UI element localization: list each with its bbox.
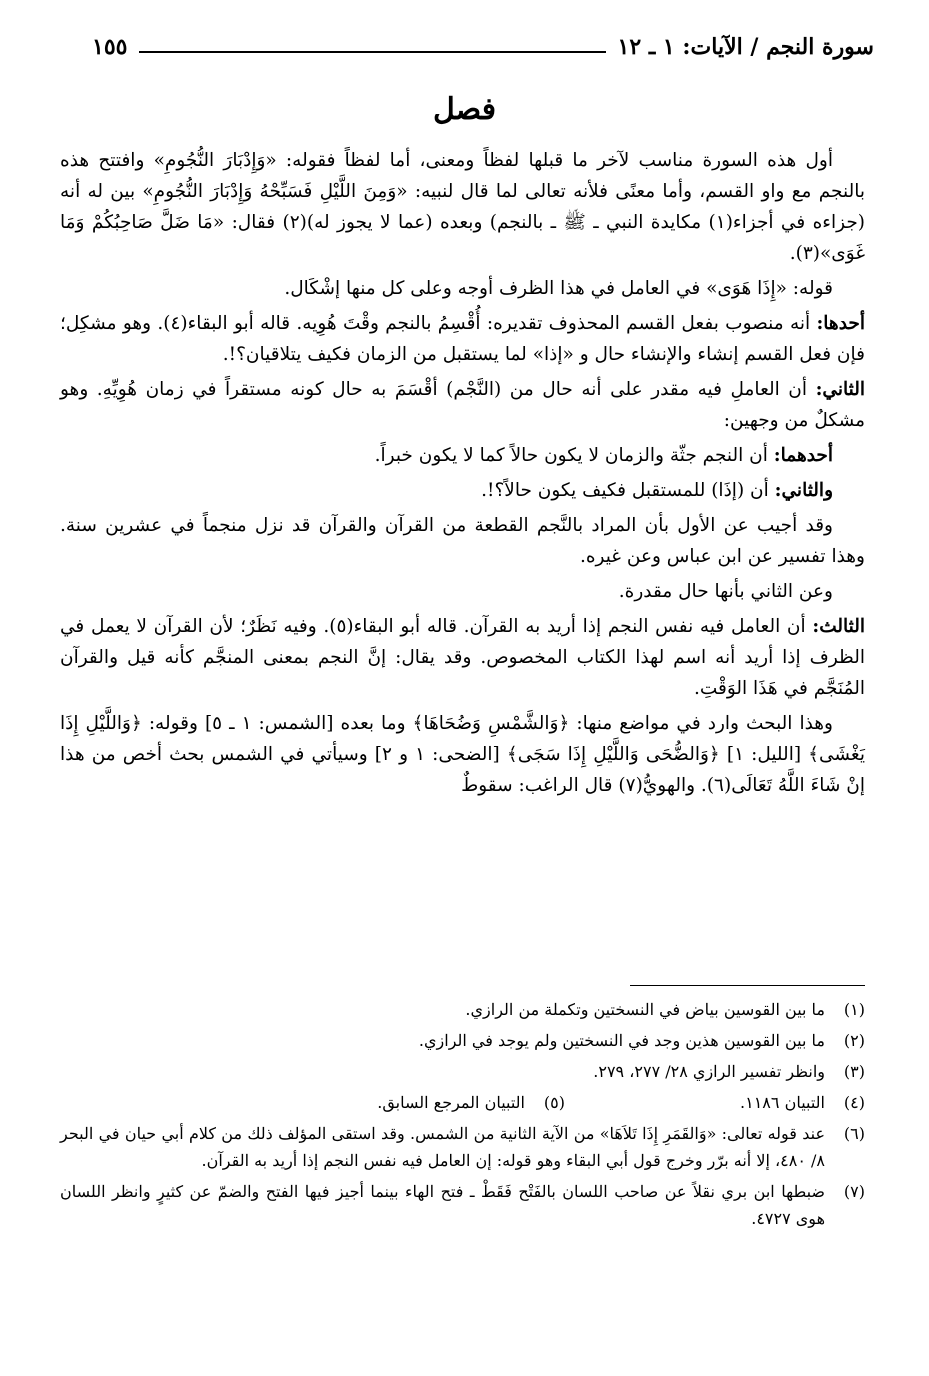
section-heading: فصل (432, 92, 497, 127)
footnote-text: وانظر تفسير الرازي ٢٨/ ٢٧٧، ٢٧٩. (593, 1062, 825, 1081)
paragraph-sub-first (60, 440, 865, 471)
paragraph-sub-second (60, 475, 865, 506)
paragraph-question: قوله: «إِذَا هَوَى» في العامل في هذا الظرف أوجه وعلى كل منها إشْكَال. (284, 278, 833, 299)
lead-sub-first: أحدهما: (773, 445, 833, 466)
footnote-number: (٣) (843, 1062, 865, 1081)
footnote-number: (١) (843, 1000, 865, 1019)
footnote-number: (٤) (843, 1093, 865, 1112)
footnote-number: (٧) (843, 1182, 865, 1201)
lead-first: أحدها: (816, 313, 865, 334)
paragraph-third (60, 611, 865, 704)
footnotes (60, 996, 865, 1236)
surah-title: سورة النجم / الآيات: ١ ـ ١٢ (617, 34, 874, 60)
footnote-text: ما بين القوسين هذين وجد في النسختين ولم يوجد في الرازي. (418, 1031, 825, 1050)
footnote-number: (٢) (843, 1031, 865, 1050)
main-text (60, 145, 865, 805)
footnote-1 (60, 996, 865, 1023)
paragraph-sub-second-text: أن (إذَا) للمستقبل فكيف يكون حالاً؟!. (481, 480, 769, 501)
footnote-7 (60, 1178, 865, 1232)
paragraph-answer-first: وقد أجيب عن الأول بأن المراد بالنَّجم القطعة من القرآن والقرآن قد نزل منجماً في عشرين سنة. وهذا تفسير عن ابن عباس وعن غيره. (60, 515, 865, 567)
paragraph-first-text: أنه منصوب بفعل القسم المحذوف تقديره: أُقْسِمُ بالنجم وقْتَ هُوِيه. قاله أبو البقاء(٤). وهو مشكِل؛ فإن فعل القسم إنشاء والإنشاء حال و «إذا» لما يستقبل من الزمان فكيف يتلاقيان؟!. (60, 313, 865, 365)
paragraph-first (60, 308, 865, 370)
page-number: ١٥٥ (92, 34, 128, 60)
footnote-number: (٥) (543, 1093, 565, 1112)
lead-third: الثالث: (812, 616, 865, 637)
footnote-text: التبيان المرجع السابق. (377, 1093, 525, 1112)
paragraph-sub-first-text: أن النجم جثّة والزمان لا يكون حالاً كما لا يكون خبراً. (374, 445, 768, 466)
paragraph-third-text: أن العامل فيه نفس النجم إذا أريد به القرآن. قاله أبو البقاء(٥). وفيه نَظَرٌ؛ لأن القرآن لا يعمل في الظرف إذا أريد أنه اسم لهذا الكتاب المخصوص. وقد يقال: إنَّ النجم بمعنى المنجَّم كأنه قيل والقرآن المُنَجَّم في هَذَا الوَقْتِ. (60, 616, 865, 699)
header-rule (139, 51, 605, 53)
running-header (92, 30, 874, 60)
lead-second: الثاني: (815, 379, 865, 400)
footnote-row-4-5 (60, 1089, 865, 1116)
paragraph-intro: أول هذه السورة مناسب لآخر ما قبلها لفظاً ومعنى، أما لفظاً فقوله: «وَإِدْبَارَ النُّجُومِ» وافتتح هذه بالنجم مع واو القسم، وأما معنًى فلأنه تعالى لما قال لنبيه: «وَمِنَ اللَّيْلِ فَسَبِّحْهُ وَإِدْبَارَ النُّجُومِ» بين له أنه (جزاءه في أجزاء(١) مكايدة النبي ـ ﷺ ـ بالنجم) وبعده (عما لا يجوز له)(٢) فقال: «مَا ضَلَّ صَاحِبُكُمْ وَمَا غَوَى»(٣). (60, 150, 865, 264)
footnote-5 (265, 1089, 565, 1116)
footnote-2 (60, 1027, 865, 1054)
paragraph-second (60, 374, 865, 436)
paragraph-discussion: وهذا البحث وارد في مواضع منها: ﴿وَالشَّمْسِ وَضُحَاهَا﴾ وما بعده [الشمس: ١ ـ ٥] وقوله: ﴿وَاللَّيْلِ إِذَا يَغْشَى﴾ [الليل: ١] ﴿وَالضُّحَى وَاللَّيْلِ إِذَا سَجَى﴾ [الضحى: ١ و ٢] وسيأتي في الشمس بحث أخص من هذا إنْ شَاءَ اللَّهُ تَعَالَى(٦). والهويُّ(٧) قال الراغب: سقوطٌ (60, 713, 865, 796)
paragraph-answer-second: وعن الثاني بأنها حال مقدرة. (618, 581, 833, 602)
footnote-text: التبيان ١١٨٦. (740, 1093, 825, 1112)
paragraph-second-text: أن العاملِ فيه مقدر على أنه حال من (النَّجْم) أقْسَمَ به حال كونه مستقراً في زمان هُوِيِّهِ. وهو مشكلٌ من وجهين: (60, 379, 865, 431)
footnote-4 (565, 1089, 865, 1116)
footnote-separator (630, 985, 865, 986)
footnote-text: ما بين القوسين بياض في النسختين وتكملة من الرازي. (465, 1000, 825, 1019)
footnote-number: (٦) (843, 1124, 865, 1143)
footnote-text: عند قوله تعالى: «وَالقَمَرِ إِذَا تَلاَهَا» من الآية الثانية من الشمس. وقد استقى المؤلف ذلك من كلام أبي حيان في البحر ٨/ ٤٨٠، إلا أنه برّر وخرج قول أبي البقاء وهو قوله: إن العامل فيه نفس النجم إذا أريد به القرآن. (60, 1124, 825, 1170)
footnote-text: ضبطها ابن بري نقلاً عن صاحب اللسان بالفَتْح فَقَطْ ـ فتح الهاء بينما أجيز فيها الفتح والضمّ عن كثيرٍ وانظر اللسان هوى ٤٧٢٧. (60, 1182, 825, 1228)
footnote-3 (60, 1058, 865, 1085)
footnote-6 (60, 1120, 865, 1174)
lead-sub-second: والثاني: (774, 480, 833, 501)
